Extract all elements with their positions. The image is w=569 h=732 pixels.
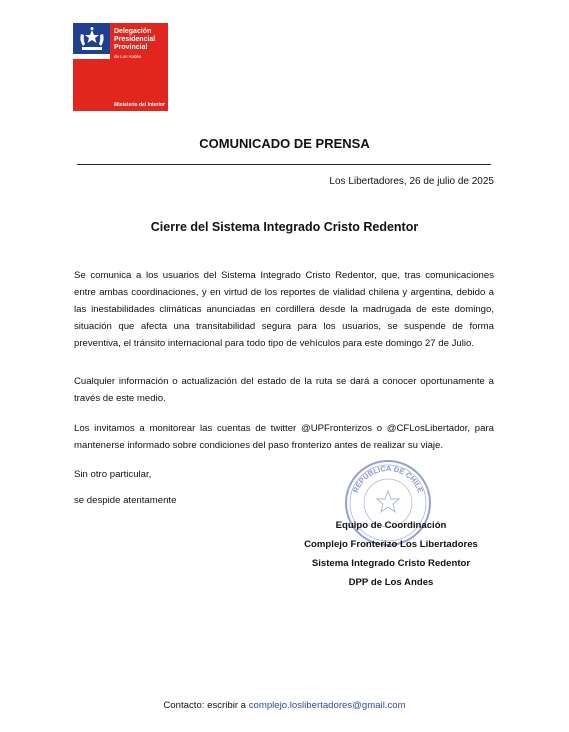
signature-system: Sistema Integrado Cristo Redentor [311, 558, 471, 569]
delegacion-logo [73, 23, 168, 111]
title-underline-divider [77, 164, 491, 165]
official-stamp-icon [343, 458, 433, 548]
closing-line: Sin otro particular, [74, 469, 152, 480]
paragraph-updates: Cualquier información o actualización del estado de la ruta se dará a conocer oportunamente a través de este medio. [74, 376, 494, 404]
logo-text-presidencial: Presidencial [114, 36, 156, 43]
logo-text-ministerio: Ministerio del Interior [114, 102, 165, 108]
contact-label: Contacto: escribir a [163, 700, 247, 711]
stamp-text: REPUBLICA DE CHILE [350, 463, 426, 495]
logo-text-los-andes: de Los Andes [114, 54, 142, 59]
press-release-title: COMUNICADO DE PRENSA [199, 136, 370, 151]
farewell-line: se despide atentamente [74, 495, 177, 506]
coat-of-arms-icon [77, 26, 107, 52]
logo-blue-block [73, 23, 110, 54]
signature-dpp: DPP de Los Andes [348, 577, 434, 588]
contact-email-link[interactable]: complejo.loslibertadores@gmail.com [248, 700, 406, 711]
contact-footer [0, 700, 569, 711]
logo-flag-column [73, 23, 110, 111]
signature-team: Equipo de Coordinación [335, 520, 447, 531]
paragraph-twitter: Los invitamos a monitorear las cuentas de twitter @UPFronterizos o @CFLosLibertador, para mantenerse informado sobre condiciones del paso fronterizo antes de realizar su viaje. [74, 423, 494, 451]
logo-text-block [110, 23, 168, 111]
logo-text-delegacion: Delegación [114, 28, 152, 35]
logo-text-provincial: Provincial [114, 44, 148, 51]
paragraph-announcement: Se comunica a los usuarios del Sistema Integrado Cristo Redentor, que, tras comunicaciones entre ambas coordinaciones, y en virtud de los reportes de vialidad chilena y argentina, debido a las inestabilidades climáticas anunciadas en cordillera desde la madrugada de este domingo, situación que afecta una transitabilidad segura para los usuarios, se suspende de forma preventiva, el tránsito internacional para todo tipo de vehículos para este domingo 27 de Julio. [74, 270, 494, 349]
signature-complex: Complejo Fronterizo Los Libertadores [304, 539, 478, 550]
document-date: Los Libertadores, 26 de julio de 2025 [329, 176, 494, 187]
document-subject: Cierre del Sistema Integrado Cristo Redentor [150, 220, 419, 234]
